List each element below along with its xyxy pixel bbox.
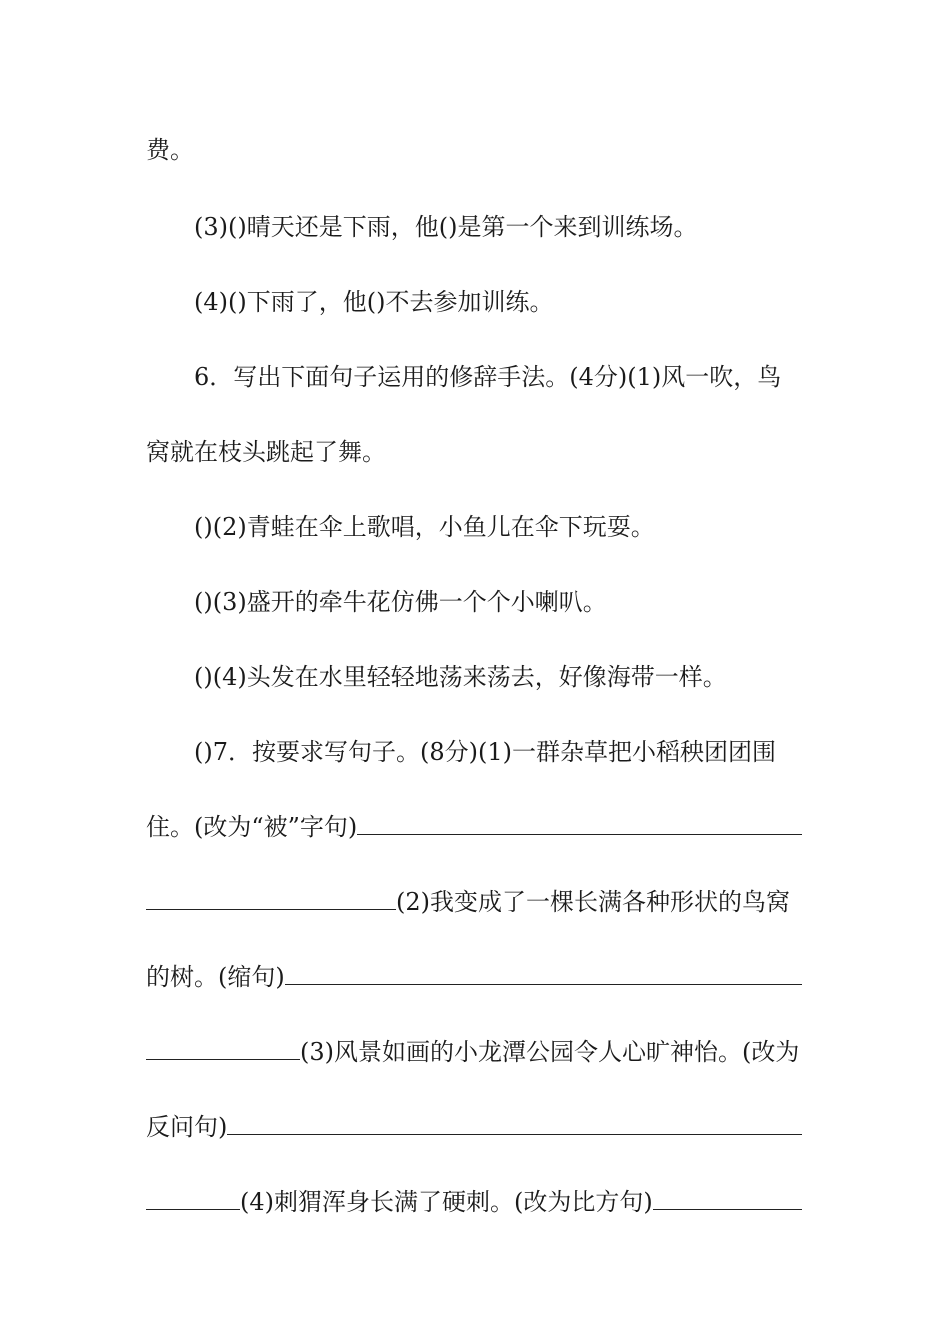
line-text: ()(4)头发在水里轻轻地荡来荡去，好像海带一样。 bbox=[194, 663, 727, 691]
answer-blank[interactable] bbox=[146, 883, 396, 910]
text-line bbox=[194, 507, 802, 547]
text-line bbox=[146, 1032, 802, 1072]
line-text: 费。 bbox=[146, 136, 194, 164]
answer-blank[interactable] bbox=[653, 1183, 802, 1210]
text-line bbox=[194, 282, 802, 322]
text-line bbox=[146, 1182, 802, 1222]
line-text: 住。(改为“被”字句) bbox=[146, 813, 358, 841]
line-text: 反问句) bbox=[146, 1113, 228, 1141]
text-line bbox=[146, 807, 802, 847]
line-text: (3)风景如画的小龙潭公园令人心旷神怡。(改为 bbox=[300, 1038, 800, 1066]
text-line bbox=[146, 432, 802, 472]
line-text: ()(2)青蛙在伞上歌唱，小鱼儿在伞下玩耍。 bbox=[194, 513, 655, 541]
line-text: ()(3)盛开的牵牛花仿佛一个个小喇叭。 bbox=[194, 588, 607, 616]
line-text: ()7．按要求写句子。(8分)(1)一群杂草把小稻秧团团围 bbox=[194, 738, 776, 766]
answer-blank[interactable] bbox=[357, 808, 802, 835]
answer-blank[interactable] bbox=[146, 1183, 240, 1210]
text-line bbox=[146, 1107, 802, 1147]
line-text: 的树。(缩句) bbox=[146, 963, 285, 991]
line-text: (2)我变成了一棵长满各种形状的鸟窝 bbox=[396, 888, 790, 916]
text-line bbox=[194, 657, 802, 697]
line-text: (4)刺猬浑身长满了硬刺。(改为比方句) bbox=[240, 1188, 653, 1216]
line-text: 窝就在枝头跳起了舞。 bbox=[146, 438, 386, 466]
answer-blank[interactable] bbox=[146, 1033, 300, 1060]
text-line bbox=[146, 882, 802, 922]
line-text: (4)()下雨了，他()不去参加训练。 bbox=[194, 288, 554, 316]
text-line bbox=[194, 582, 802, 622]
text-line bbox=[146, 957, 802, 997]
question-6-heading bbox=[194, 357, 802, 397]
line-text: 6．写出下面句子运用的修辞手法。(4分)(1)风一吹，鸟 bbox=[194, 363, 782, 391]
question-7-heading bbox=[194, 732, 802, 772]
text-line bbox=[194, 207, 802, 247]
answer-blank[interactable] bbox=[227, 1108, 802, 1135]
line-text: (3)()晴天还是下雨，他()是第一个来到训练场。 bbox=[194, 213, 698, 241]
answer-blank[interactable] bbox=[285, 958, 802, 985]
text-line bbox=[146, 130, 802, 170]
